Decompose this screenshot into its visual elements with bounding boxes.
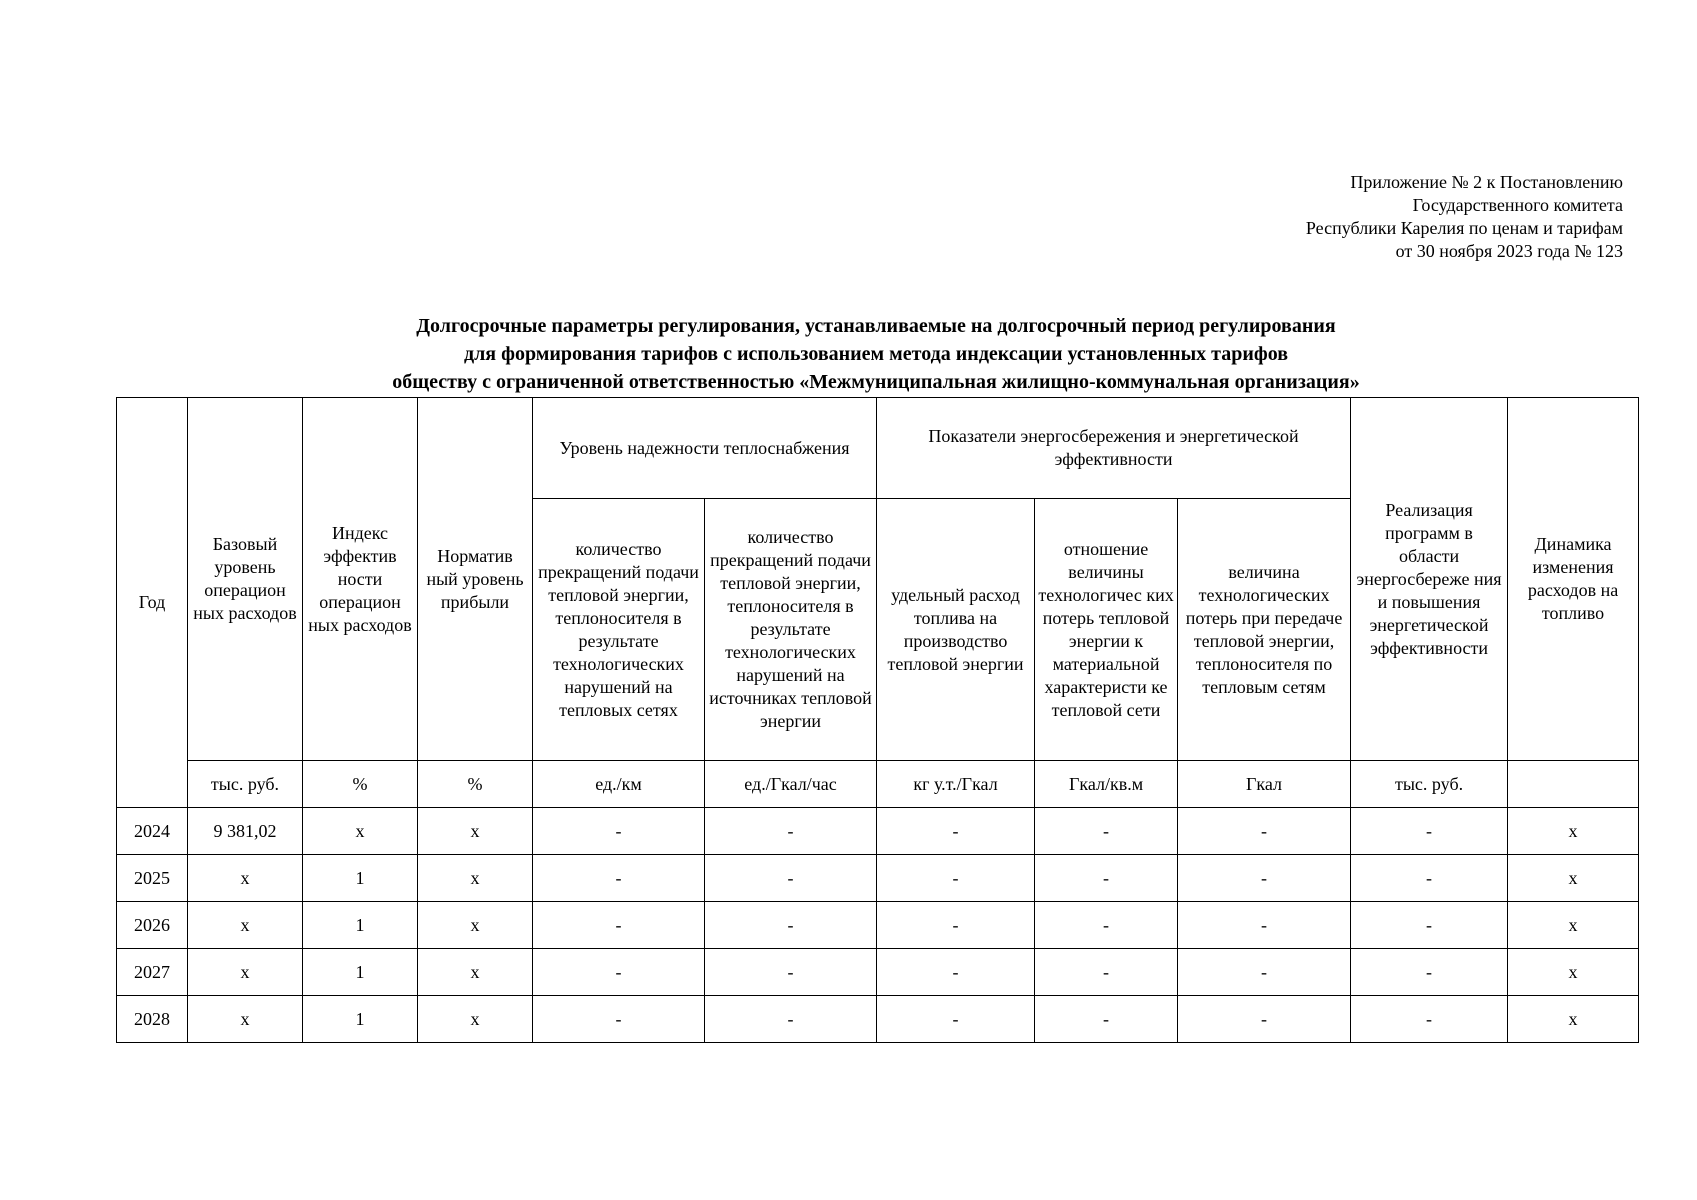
row-year-cell: 2024 (117, 808, 188, 855)
table-row (117, 808, 1639, 855)
table-cell: - (877, 855, 1035, 902)
table-cell: - (705, 808, 877, 855)
table-cell: 9 381,02 (188, 808, 303, 855)
table-cell: - (877, 808, 1035, 855)
appendix-reference (1306, 171, 1623, 263)
table-cell: - (533, 855, 705, 902)
header-year: Год (117, 398, 188, 808)
row-year-cell: 2025 (117, 855, 188, 902)
header-profit-norm: Норматив ный уровень прибыли (418, 398, 533, 761)
header-reliability-sources: количество прекращений подачи тепловой энергии, теплоносителя в результате технологических нарушений на источниках тепловой энергии (705, 499, 877, 761)
table-body (117, 398, 1639, 1043)
header-row-groups (117, 398, 1639, 499)
table-cell: х (1508, 996, 1639, 1043)
table-cell: 1 (303, 996, 418, 1043)
table-cell: - (705, 996, 877, 1043)
table-cell: - (533, 949, 705, 996)
table-cell: х (418, 855, 533, 902)
table-cell: 1 (303, 855, 418, 902)
table-cell: 1 (303, 949, 418, 996)
table-cell: - (1035, 808, 1178, 855)
table-cell: х (188, 949, 303, 996)
table-cell: - (1178, 808, 1351, 855)
unit-cell: ед./км (533, 761, 705, 808)
table-cell: х (418, 996, 533, 1043)
document-title (0, 312, 1697, 396)
table-cell: - (1035, 902, 1178, 949)
table-cell: - (1351, 949, 1508, 996)
table-cell: х (418, 808, 533, 855)
header-reliability-networks: количество прекращений подачи тепловой энергии, теплоносителя в результате технологических нарушений на тепловых сетях (533, 499, 705, 761)
table-cell: - (1351, 808, 1508, 855)
table-cell: х (188, 855, 303, 902)
table-row (117, 949, 1639, 996)
unit-cell: Гкал/кв.м (1035, 761, 1178, 808)
table-cell: - (1351, 902, 1508, 949)
regulation-parameters-table (116, 397, 1639, 1043)
table-cell: х (188, 996, 303, 1043)
table-cell: - (1178, 949, 1351, 996)
appendix-line: от 30 ноября 2023 года № 123 (1395, 241, 1623, 261)
unit-cell: тыс. руб. (188, 761, 303, 808)
header-loss-value: величина технологических потерь при передаче тепловой энергии, теплоносителя по тепловым сетям (1178, 499, 1351, 761)
table-cell: - (1351, 996, 1508, 1043)
table-cell: - (1178, 855, 1351, 902)
appendix-line: Государственного комитета (1412, 195, 1623, 215)
table-cell: - (1035, 949, 1178, 996)
table-cell: - (1035, 996, 1178, 1043)
header-fuel-rate: удельный расход топлива на производство тепловой энергии (877, 499, 1035, 761)
table-cell: - (705, 902, 877, 949)
header-base-level: Базовый уровень операцион ных расходов (188, 398, 303, 761)
table-cell: х (1508, 902, 1639, 949)
table-cell: - (1178, 996, 1351, 1043)
appendix-line: Республики Карелия по ценам и тарифам (1305, 218, 1623, 238)
header-programs: Реализация программ в области энергосбереже ния и повышения энергетической эффективности (1351, 398, 1508, 761)
table-cell: - (877, 902, 1035, 949)
unit-cell (1508, 761, 1639, 808)
table-cell: - (1035, 855, 1178, 902)
header-loss-ratio: отношение величины технологичес ких потерь тепловой энергии к материальной характеристи ке тепловой сети (1035, 499, 1178, 761)
table-cell: х (303, 808, 418, 855)
header-energy-group: Показатели энергосбережения и энергетической эффективности (877, 398, 1351, 499)
unit-cell: % (303, 761, 418, 808)
table-row (117, 996, 1639, 1043)
table-cell: - (1351, 855, 1508, 902)
title-line: для формирования тарифов с использованием метода индексации установленных тарифов (463, 343, 1289, 365)
table-cell: х (1508, 949, 1639, 996)
table-row (117, 902, 1639, 949)
row-year-cell: 2028 (117, 996, 188, 1043)
table-cell: - (1178, 902, 1351, 949)
unit-cell: % (418, 761, 533, 808)
row-year-cell: 2027 (117, 949, 188, 996)
table-row (117, 855, 1639, 902)
table-cell: х (418, 949, 533, 996)
unit-cell: Гкал (1178, 761, 1351, 808)
table-cell: - (705, 949, 877, 996)
units-row (117, 761, 1639, 808)
table-cell: х (188, 902, 303, 949)
table-cell: - (533, 808, 705, 855)
unit-cell: кг у.т./Гкал (877, 761, 1035, 808)
title-line: Долгосрочные параметры регулирования, устанавливаемые на долгосрочный период регулирования (416, 315, 1336, 337)
table-cell: - (533, 996, 705, 1043)
header-fuel-dynamics: Динамика изменения расходов на топливо (1508, 398, 1639, 761)
table-cell: 1 (303, 902, 418, 949)
appendix-line: Приложение № 2 к Постановлению (1350, 172, 1623, 192)
header-efficiency-index: Индекс эффектив ности операцион ных расходов (303, 398, 418, 761)
row-year-cell: 2026 (117, 902, 188, 949)
unit-cell: тыс. руб. (1351, 761, 1508, 808)
unit-cell: ед./Гкал/час (705, 761, 877, 808)
header-reliability-group: Уровень надежности теплоснабжения (533, 398, 877, 499)
table-cell: х (418, 902, 533, 949)
title-line: обществу с ограниченной ответственностью «Межмуниципальная жилищно-коммунальная организация» (392, 371, 1360, 393)
table-cell: х (1508, 808, 1639, 855)
table-cell: - (877, 996, 1035, 1043)
table-cell: - (533, 902, 705, 949)
table-cell: - (705, 855, 877, 902)
table-cell: х (1508, 855, 1639, 902)
table-cell: - (877, 949, 1035, 996)
